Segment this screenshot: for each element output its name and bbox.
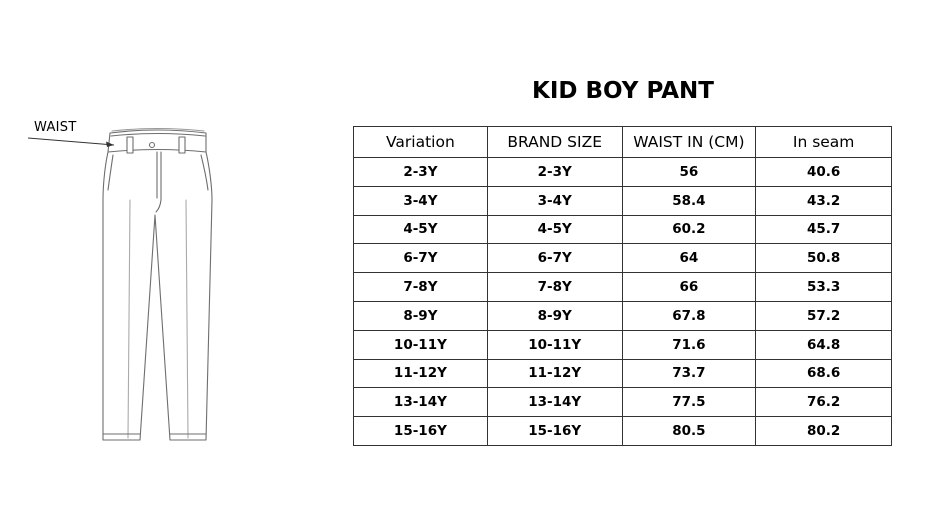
cell-inseam: 57.2 bbox=[756, 301, 892, 330]
cell-inseam: 40.6 bbox=[756, 158, 892, 187]
cell-brand-size: 7-8Y bbox=[487, 273, 622, 302]
cell-waist: 64 bbox=[622, 244, 756, 273]
cell-waist: 71.6 bbox=[622, 330, 756, 359]
table-row bbox=[354, 417, 892, 446]
cell-inseam: 50.8 bbox=[756, 244, 892, 273]
table-row bbox=[354, 388, 892, 417]
cell-variation: 15-16Y bbox=[354, 417, 488, 446]
size-chart-table bbox=[353, 126, 892, 446]
table-row bbox=[354, 273, 892, 302]
cell-inseam: 76.2 bbox=[756, 388, 892, 417]
cell-inseam: 64.8 bbox=[756, 330, 892, 359]
cell-brand-size: 2-3Y bbox=[487, 158, 622, 187]
cell-inseam: 68.6 bbox=[756, 359, 892, 388]
cell-brand-size: 13-14Y bbox=[487, 388, 622, 417]
table-row bbox=[354, 244, 892, 273]
cell-variation: 2-3Y bbox=[354, 158, 488, 187]
cell-variation: 7-8Y bbox=[354, 273, 488, 302]
cell-waist: 56 bbox=[622, 158, 756, 187]
cell-inseam: 45.7 bbox=[756, 215, 892, 244]
cell-brand-size: 11-12Y bbox=[487, 359, 622, 388]
cell-inseam: 80.2 bbox=[756, 417, 892, 446]
cell-variation: 10-11Y bbox=[354, 330, 488, 359]
cell-brand-size: 15-16Y bbox=[487, 417, 622, 446]
cell-waist: 77.5 bbox=[622, 388, 756, 417]
cell-inseam: 43.2 bbox=[756, 186, 892, 215]
cell-brand-size: 10-11Y bbox=[487, 330, 622, 359]
cell-variation: 8-9Y bbox=[354, 301, 488, 330]
header-brand-size: BRAND SIZE bbox=[487, 127, 622, 158]
cell-brand-size: 3-4Y bbox=[487, 186, 622, 215]
cell-waist: 67.8 bbox=[622, 301, 756, 330]
cell-brand-size: 8-9Y bbox=[487, 301, 622, 330]
cell-waist: 66 bbox=[622, 273, 756, 302]
table-header-row bbox=[354, 127, 892, 158]
header-waist: WAIST IN (CM) bbox=[622, 127, 756, 158]
table-row bbox=[354, 186, 892, 215]
table-row bbox=[354, 215, 892, 244]
page-title: KID BOY PANT bbox=[532, 78, 714, 104]
cell-waist: 73.7 bbox=[622, 359, 756, 388]
header-variation: Variation bbox=[354, 127, 488, 158]
cell-brand-size: 6-7Y bbox=[487, 244, 622, 273]
cell-waist: 60.2 bbox=[622, 215, 756, 244]
cell-waist: 58.4 bbox=[622, 186, 756, 215]
table-row bbox=[354, 158, 892, 187]
cell-variation: 3-4Y bbox=[354, 186, 488, 215]
cell-brand-size: 4-5Y bbox=[487, 215, 622, 244]
cell-variation: 13-14Y bbox=[354, 388, 488, 417]
waist-label: WAIST bbox=[34, 120, 77, 135]
cell-waist: 80.5 bbox=[622, 417, 756, 446]
cell-variation: 6-7Y bbox=[354, 244, 488, 273]
cell-inseam: 53.3 bbox=[756, 273, 892, 302]
table-row bbox=[354, 330, 892, 359]
table-row bbox=[354, 301, 892, 330]
header-inseam: In seam bbox=[756, 127, 892, 158]
cell-variation: 11-12Y bbox=[354, 359, 488, 388]
cell-variation: 4-5Y bbox=[354, 215, 488, 244]
table-row bbox=[354, 359, 892, 388]
